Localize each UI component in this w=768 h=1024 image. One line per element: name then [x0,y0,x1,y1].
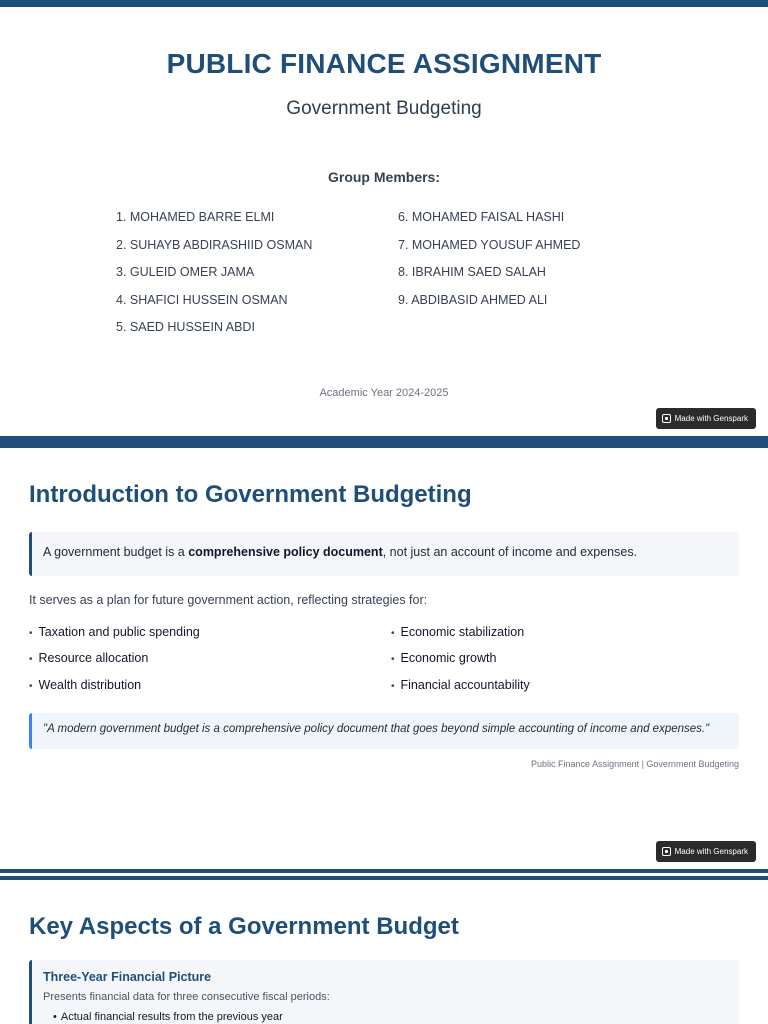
bullet-icon: • [29,654,33,666]
members-list-right [398,208,580,318]
strategy-list-left [29,623,200,702]
callout-emphasis: comprehensive policy document [188,545,383,559]
callout-text-before: A government budget is a [43,545,189,559]
academic-year: Academic Year 2024-2025 [319,387,449,399]
key-aspects-slide [0,880,768,1024]
title-slide [0,0,768,436]
list-item: • Financial accountability [391,677,530,692]
slide-title: Key Aspects of a Government Budget [29,913,459,940]
member-item: 9. ABDIBASID AHMED ALI [398,292,548,307]
list-item: • Actual financial results from the previous year [53,1011,283,1023]
list-item: • Taxation and public spending [29,625,200,639]
member-item: 1. MOHAMED BARRE ELMI [116,210,275,224]
badge-label: Made with Genspark [674,847,748,856]
intro-slide [0,448,768,870]
list-item: • Economic growth [391,651,497,666]
badge-label: Made with Genspark [674,414,748,423]
slide-divider [0,869,768,873]
bullet-icon: • [29,680,33,692]
member-item: 5. SAED HUSSEIN ABDI [116,320,255,335]
slide-top-bar [0,0,768,7]
made-with-genspark-badge[interactable] [656,408,756,429]
list-item: • Wealth distribution [29,677,142,692]
group-members-label: Group Members: [327,169,440,185]
list-item: • Economic stabilization [391,625,525,639]
member-item: 6. MOHAMED FAISAL HASHI [398,210,565,224]
list-item: • Resource allocation [29,651,149,666]
members-list-left [116,208,312,346]
slide-title: Introduction to Government Budgeting [29,481,472,508]
page-subtitle: Government Budgeting [286,98,482,119]
strategy-list-right [391,623,530,702]
member-item: 8. IBRAHIM SAED SALAH [398,265,546,280]
member-item: 7. MOHAMED YOUSUF AHMED [398,237,581,252]
quote-callout: "A modern government budget is a comprehensive policy document that goes beyond simple accounting of income and expenses." [29,713,739,749]
definition-callout [29,532,739,576]
aspect-card-list [43,1011,739,1023]
page-title: PUBLIC FINANCE ASSIGNMENT [166,48,602,79]
aspect-card-title: Three-Year Financial Picture [43,970,212,984]
member-item: 4. SHAFICI HUSSEIN OSMAN [116,292,288,307]
member-item: 3. GULEID OMER JAMA [116,265,255,280]
slide-divider [0,436,768,448]
aspect-card-description: Presents financial data for three consecutive fiscal periods: [43,991,330,1003]
bullet-icon: • [391,628,395,639]
bullet-icon: • [391,680,395,692]
bullet-icon: • [391,654,395,666]
made-with-genspark-badge[interactable] [656,841,756,862]
aspect-card [29,960,739,1024]
slide-footer: Public Finance Assignment | Government Budgeting [531,759,739,769]
bullet-icon: • [29,628,33,639]
genspark-icon [662,414,671,423]
lead-text: It serves as a plan for future government action, reflecting strategies for: [29,593,428,607]
member-item: 2. SUHAYB ABDIRASHIID OSMAN [116,237,313,252]
callout-text-after: , not just an account of income and expenses. [382,545,638,559]
genspark-icon [662,847,671,856]
bullet-icon: • [53,1011,57,1023]
